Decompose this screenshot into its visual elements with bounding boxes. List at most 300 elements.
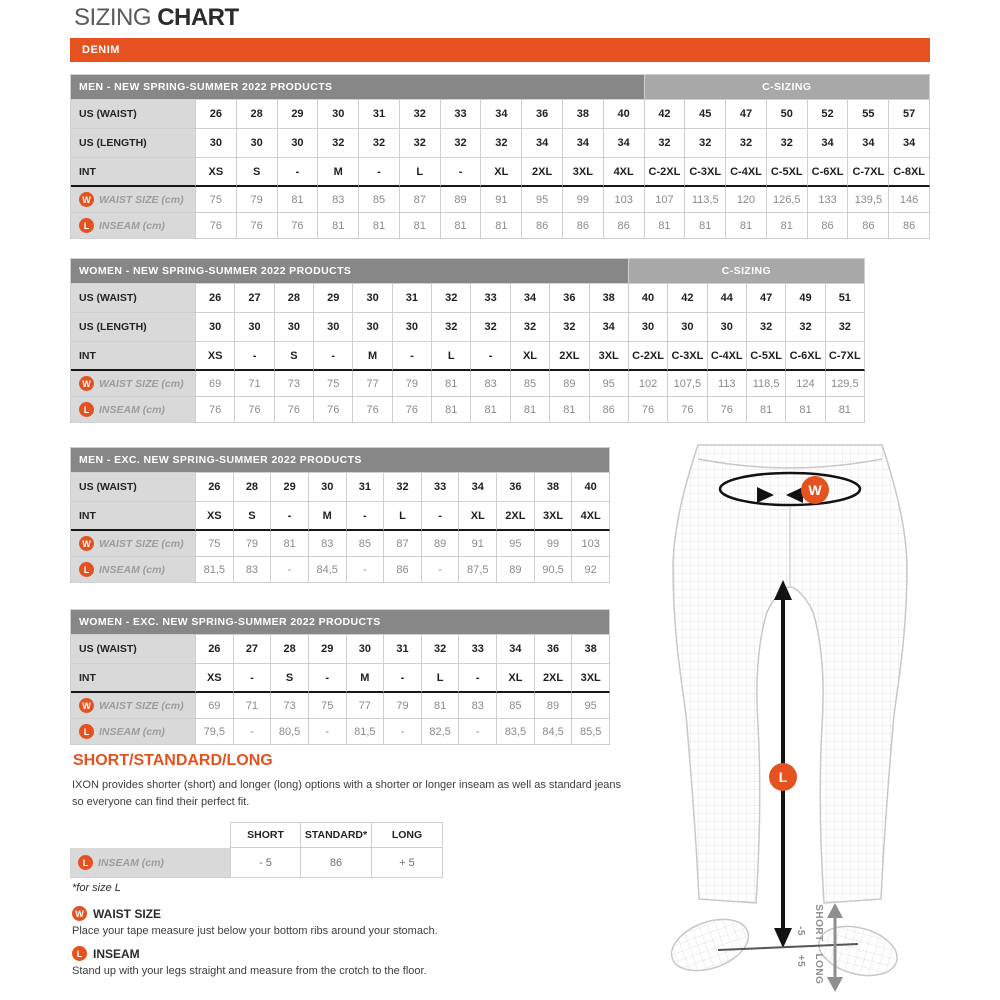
ssl-row-label bbox=[70, 848, 230, 878]
table-cell: 81 bbox=[786, 397, 825, 423]
table-cell: 124 bbox=[786, 371, 825, 397]
table-cell: XS bbox=[196, 342, 235, 371]
table-cell: 83 bbox=[318, 187, 359, 213]
right-foot bbox=[813, 918, 902, 983]
inseam-badge-icon: L bbox=[79, 218, 94, 233]
table-cell: 38 bbox=[563, 100, 604, 129]
table-cell: 86 bbox=[563, 213, 604, 239]
table-cell: 28 bbox=[234, 473, 272, 502]
w-badge-letter: W bbox=[808, 482, 822, 498]
table-cell: 40 bbox=[629, 284, 668, 313]
table-cell: 79 bbox=[234, 531, 272, 557]
row-label-text: INT bbox=[79, 509, 96, 522]
table-cell: - bbox=[347, 557, 385, 583]
inseam-guide bbox=[72, 946, 427, 977]
inseam-badge-icon: L bbox=[78, 855, 93, 870]
table-cell: 86 bbox=[848, 213, 889, 239]
table-cell: 34 bbox=[497, 635, 535, 664]
table-cell: C-3XL bbox=[685, 158, 726, 187]
table-cell: 28 bbox=[237, 100, 278, 129]
table-cell: 95 bbox=[522, 187, 563, 213]
table-cell: 86 bbox=[384, 557, 422, 583]
row-label-text: INT bbox=[79, 349, 96, 362]
table-cell: 76 bbox=[629, 397, 668, 423]
table-cell: 86 bbox=[604, 213, 645, 239]
table-cell: 34 bbox=[481, 100, 522, 129]
row-label-text: US (WAIST) bbox=[79, 108, 137, 120]
table-cell: 30 bbox=[708, 313, 747, 342]
table-cell: 103 bbox=[604, 187, 645, 213]
table-cell: 49 bbox=[786, 284, 825, 313]
table-cell: 139,5 bbox=[848, 187, 889, 213]
page-title-bold: CHART bbox=[157, 4, 239, 31]
table-cell: 86 bbox=[808, 213, 849, 239]
table-cell: 30 bbox=[318, 100, 359, 129]
table-cell: - bbox=[235, 342, 274, 371]
table-cell: 83 bbox=[309, 531, 347, 557]
table-cell: 29 bbox=[309, 635, 347, 664]
table-cell: 81 bbox=[359, 213, 400, 239]
ssl-col-standard: STANDARD* bbox=[301, 822, 372, 848]
table-cell: 31 bbox=[359, 100, 400, 129]
long-offset-label: +5 bbox=[795, 954, 806, 968]
table-cell: 76 bbox=[275, 397, 314, 423]
table-cell: 81 bbox=[400, 213, 441, 239]
table-cell: 27 bbox=[234, 635, 272, 664]
row-label bbox=[71, 313, 196, 342]
table-cell: 34 bbox=[848, 129, 889, 158]
table-cell: - bbox=[471, 342, 510, 371]
row-label-text: US (WAIST) bbox=[79, 292, 137, 304]
table-cell: 29 bbox=[314, 284, 353, 313]
c-sizing-title: C-SIZING bbox=[629, 259, 865, 284]
table-cell: 40 bbox=[604, 100, 645, 129]
table-cell: 28 bbox=[275, 284, 314, 313]
short-label: SHORT bbox=[813, 904, 824, 942]
table-cell: 38 bbox=[572, 635, 610, 664]
table-cell: 32 bbox=[318, 129, 359, 158]
table-cell: - bbox=[384, 719, 422, 745]
table-cell: 85 bbox=[347, 531, 385, 557]
table-cell: 30 bbox=[393, 313, 432, 342]
table-cell: 69 bbox=[196, 371, 235, 397]
table-cell: L bbox=[400, 158, 441, 187]
table-cell: 79 bbox=[393, 371, 432, 397]
l-badge-letter: L bbox=[778, 769, 788, 785]
table-cell: 36 bbox=[522, 100, 563, 129]
inseam-badge-icon: L bbox=[79, 562, 94, 577]
table-cell: 31 bbox=[393, 284, 432, 313]
table-cell: 83,5 bbox=[497, 719, 535, 745]
table-cell: 32 bbox=[511, 313, 550, 342]
table-cell: 86 bbox=[590, 397, 629, 423]
row-label-text: INSEAM (cm) bbox=[99, 403, 165, 416]
table-cell: 99 bbox=[563, 187, 604, 213]
table-cell: 38 bbox=[535, 473, 573, 502]
table-cell: 27 bbox=[235, 284, 274, 313]
table-cell: XS bbox=[196, 158, 237, 187]
inseam-badge-icon: L bbox=[79, 724, 94, 739]
table-cell: 3XL bbox=[590, 342, 629, 371]
table-cell: 129,5 bbox=[826, 371, 865, 397]
table-cell: 107,5 bbox=[668, 371, 707, 397]
waist-badge-icon: W bbox=[79, 698, 94, 713]
table-cell: 2XL bbox=[550, 342, 589, 371]
table-cell: 81 bbox=[767, 213, 808, 239]
row-label-text: US (LENGTH) bbox=[79, 137, 147, 149]
short-arrow-up-icon bbox=[827, 903, 843, 918]
table-cell: 30 bbox=[353, 313, 392, 342]
table-cell: 26 bbox=[196, 284, 235, 313]
table-cell: 36 bbox=[535, 635, 573, 664]
row-label-text: INSEAM (cm) bbox=[99, 725, 165, 738]
table-cell: C-2XL bbox=[629, 342, 668, 371]
short-standard-long-description: IXON provides shorter (short) and longer (long) options with a shorter or longer inseam as well as standard jeans so everyone can find their perfect fit. bbox=[72, 779, 622, 809]
table-cell: 126,5 bbox=[767, 187, 808, 213]
row-label-text: WAIST SIZE (cm) bbox=[99, 377, 184, 390]
table-cell: 79 bbox=[237, 187, 278, 213]
waist-badge-icon: W bbox=[79, 192, 94, 207]
table-cell: M bbox=[318, 158, 359, 187]
table-cell: - bbox=[359, 158, 400, 187]
row-label-text: INSEAM (cm) bbox=[99, 219, 165, 232]
table-cell: 32 bbox=[685, 129, 726, 158]
row-label-text: INSEAM (cm) bbox=[99, 563, 165, 576]
table-cell: - bbox=[278, 158, 319, 187]
table-cell: 103 bbox=[572, 531, 610, 557]
waist-badge-icon: W bbox=[79, 376, 94, 391]
waist-size-guide-text: Place your tape measure just below your bottom ribs around your stomach. bbox=[72, 925, 438, 937]
table-cell: 50 bbox=[767, 100, 808, 129]
table-cell: 32 bbox=[400, 129, 441, 158]
table-cell: 57 bbox=[889, 100, 930, 129]
table-cell: - bbox=[234, 664, 272, 693]
row-label bbox=[71, 693, 196, 719]
table-cell: - bbox=[234, 719, 272, 745]
table-cell: XL bbox=[481, 158, 522, 187]
table-cell: L bbox=[384, 502, 422, 531]
row-label bbox=[71, 158, 196, 187]
table-cell: 33 bbox=[459, 635, 497, 664]
table-cell: 84,5 bbox=[535, 719, 573, 745]
inseam-guide-title bbox=[72, 946, 427, 961]
table-cell: 30 bbox=[275, 313, 314, 342]
table-cell: 83 bbox=[471, 371, 510, 397]
table-cell: XL bbox=[511, 342, 550, 371]
row-label bbox=[71, 284, 196, 313]
table-cell: C-4XL bbox=[726, 158, 767, 187]
waist-badge-icon: W bbox=[79, 536, 94, 551]
table-cell: 3XL bbox=[535, 502, 573, 531]
table-cell: 80,5 bbox=[271, 719, 309, 745]
table-cell: 81 bbox=[441, 213, 482, 239]
table-cell: 32 bbox=[726, 129, 767, 158]
table-cell: 77 bbox=[347, 693, 385, 719]
short-offset-label: -5 bbox=[795, 926, 806, 936]
table-cell: 76 bbox=[353, 397, 392, 423]
table-cell: 42 bbox=[668, 284, 707, 313]
table-title: MEN - NEW SPRING-SUMMER 2022 PRODUCTS bbox=[71, 75, 645, 100]
table-cell: 31 bbox=[384, 635, 422, 664]
table-cell: 51 bbox=[826, 284, 865, 313]
table-cell: 82,5 bbox=[422, 719, 460, 745]
table-cell: 102 bbox=[629, 371, 668, 397]
row-label bbox=[71, 187, 196, 213]
table-cell: 95 bbox=[590, 371, 629, 397]
row-label bbox=[71, 557, 196, 583]
table-cell: - bbox=[271, 502, 309, 531]
table-cell: 36 bbox=[550, 284, 589, 313]
table-cell: 36 bbox=[497, 473, 535, 502]
table-cell: C-8XL bbox=[889, 158, 930, 187]
table-cell: 29 bbox=[271, 473, 309, 502]
table-cell: 76 bbox=[196, 213, 237, 239]
table-cell: 91 bbox=[459, 531, 497, 557]
table-cell: 89 bbox=[497, 557, 535, 583]
row-label-text: INT bbox=[79, 165, 96, 178]
row-label bbox=[71, 719, 196, 745]
table-cell: 30 bbox=[668, 313, 707, 342]
ssl-footnote: *for size L bbox=[72, 882, 121, 894]
table-cell: 76 bbox=[278, 213, 319, 239]
table-cell: 32 bbox=[400, 100, 441, 129]
table-cell: 133 bbox=[808, 187, 849, 213]
row-label bbox=[71, 397, 196, 423]
table-cell: 89 bbox=[550, 371, 589, 397]
table-cell: 87 bbox=[400, 187, 441, 213]
table-cell: 113 bbox=[708, 371, 747, 397]
waist-size-guide bbox=[72, 906, 438, 937]
table-cell: - bbox=[309, 664, 347, 693]
table-cell: 32 bbox=[441, 129, 482, 158]
table-cell: 76 bbox=[393, 397, 432, 423]
table-cell: - bbox=[314, 342, 353, 371]
table-cell: M bbox=[347, 664, 385, 693]
waist-size-guide-title-text: WAIST SIZE bbox=[93, 906, 162, 921]
table-cell: 29 bbox=[278, 100, 319, 129]
table-cell: 113,5 bbox=[685, 187, 726, 213]
table-cell: 30 bbox=[629, 313, 668, 342]
table-cell: 76 bbox=[314, 397, 353, 423]
table-cell: C-6XL bbox=[808, 158, 849, 187]
waist-size-guide-title bbox=[72, 906, 438, 921]
table-cell: - bbox=[347, 502, 385, 531]
table-cell: 2XL bbox=[522, 158, 563, 187]
table-cell: 34 bbox=[522, 129, 563, 158]
table-cell: 2XL bbox=[497, 502, 535, 531]
table-cell: 30 bbox=[309, 473, 347, 502]
table-cell: 32 bbox=[826, 313, 865, 342]
left-foot bbox=[665, 910, 756, 981]
table-cell: 38 bbox=[590, 284, 629, 313]
table-cell: 81 bbox=[271, 531, 309, 557]
table-cell: 40 bbox=[572, 473, 610, 502]
table-cell: 85 bbox=[511, 371, 550, 397]
table-cell: 92 bbox=[572, 557, 610, 583]
table-cell: C-2XL bbox=[645, 158, 686, 187]
table-cell: 33 bbox=[422, 473, 460, 502]
table-cell: 81 bbox=[826, 397, 865, 423]
table-cell: 85,5 bbox=[572, 719, 610, 745]
inseam-guide-text: Stand up with your legs straight and measure from the crotch to the floor. bbox=[72, 965, 427, 977]
table-cell: 32 bbox=[471, 313, 510, 342]
short-standard-long-table bbox=[70, 822, 443, 878]
table-cell: M bbox=[309, 502, 347, 531]
table-cell: L bbox=[432, 342, 471, 371]
table-cell: - bbox=[271, 557, 309, 583]
table-cell: 26 bbox=[196, 473, 234, 502]
waist-badge-icon: W bbox=[72, 906, 87, 921]
sizing-table-women-new bbox=[70, 258, 865, 423]
table-cell: C-7XL bbox=[826, 342, 865, 371]
page-title-light: SIZING bbox=[74, 4, 152, 31]
table-cell: 33 bbox=[441, 100, 482, 129]
table-cell: 95 bbox=[572, 693, 610, 719]
table-cell: 76 bbox=[668, 397, 707, 423]
table-cell: 30 bbox=[314, 313, 353, 342]
ssl-value-standard: 86 bbox=[301, 848, 372, 878]
table-cell: 44 bbox=[708, 284, 747, 313]
table-cell: 26 bbox=[196, 100, 237, 129]
table-cell: 34 bbox=[808, 129, 849, 158]
table-cell: 81,5 bbox=[196, 557, 234, 583]
table-cell: C-3XL bbox=[668, 342, 707, 371]
table-cell: 76 bbox=[196, 397, 235, 423]
table-cell: 81 bbox=[432, 371, 471, 397]
table-cell: 83 bbox=[234, 557, 272, 583]
table-cell: 81 bbox=[726, 213, 767, 239]
row-label-text: INT bbox=[79, 671, 96, 684]
table-title: WOMEN - EXC. NEW SPRING-SUMMER 2022 PRODUCTS bbox=[71, 610, 610, 635]
inseam-badge-icon: L bbox=[79, 402, 94, 417]
denim-section-banner: DENIM bbox=[70, 38, 930, 62]
table-cell: XS bbox=[196, 664, 234, 693]
row-label bbox=[71, 664, 196, 693]
table-cell: 47 bbox=[747, 284, 786, 313]
table-cell: 75 bbox=[196, 531, 234, 557]
table-cell: 2XL bbox=[535, 664, 573, 693]
table-cell: 34 bbox=[604, 129, 645, 158]
row-label bbox=[71, 531, 196, 557]
table-cell: C-4XL bbox=[708, 342, 747, 371]
sizing-table-women-exc bbox=[70, 609, 610, 745]
table-cell: 45 bbox=[685, 100, 726, 129]
ssl-row-label-text: INSEAM (cm) bbox=[98, 856, 164, 869]
page-title bbox=[74, 4, 239, 32]
table-cell: 30 bbox=[278, 129, 319, 158]
table-cell: 81 bbox=[422, 693, 460, 719]
table-cell: 32 bbox=[786, 313, 825, 342]
table-cell: 81,5 bbox=[347, 719, 385, 745]
table-cell: 4XL bbox=[572, 502, 610, 531]
table-cell: 75 bbox=[196, 187, 237, 213]
table-cell: 31 bbox=[347, 473, 385, 502]
table-cell: 86 bbox=[522, 213, 563, 239]
table-cell: 89 bbox=[441, 187, 482, 213]
table-cell: 30 bbox=[196, 313, 235, 342]
table-cell: 89 bbox=[422, 531, 460, 557]
table-cell: 95 bbox=[497, 531, 535, 557]
sizing-table-men-new bbox=[70, 74, 930, 239]
table-cell: 91 bbox=[481, 187, 522, 213]
row-label bbox=[71, 371, 196, 397]
table-cell: 32 bbox=[432, 313, 471, 342]
table-cell: 75 bbox=[314, 371, 353, 397]
inseam-badge-icon: L bbox=[72, 946, 87, 961]
ssl-spacer bbox=[70, 822, 230, 848]
table-cell: 33 bbox=[471, 284, 510, 313]
table-cell: C-5XL bbox=[767, 158, 808, 187]
table-cell: S bbox=[237, 158, 278, 187]
table-cell: S bbox=[275, 342, 314, 371]
long-arrow-down-icon bbox=[827, 977, 843, 992]
inseam-arrow-down-icon bbox=[774, 928, 792, 948]
c-sizing-title: C-SIZING bbox=[645, 75, 930, 100]
table-cell: 81 bbox=[550, 397, 589, 423]
table-cell: 77 bbox=[353, 371, 392, 397]
table-cell: 84,5 bbox=[309, 557, 347, 583]
table-cell: 87 bbox=[384, 531, 422, 557]
table-cell: 79,5 bbox=[196, 719, 234, 745]
table-cell: 118,5 bbox=[747, 371, 786, 397]
table-cell: 71 bbox=[235, 371, 274, 397]
row-label bbox=[71, 635, 196, 664]
table-cell: 87,5 bbox=[459, 557, 497, 583]
table-cell: 34 bbox=[459, 473, 497, 502]
table-cell: 42 bbox=[645, 100, 686, 129]
table-cell: 81 bbox=[278, 187, 319, 213]
pants-measurement-figure bbox=[650, 437, 980, 997]
table-cell: 30 bbox=[353, 284, 392, 313]
table-cell: 32 bbox=[422, 635, 460, 664]
table-cell: 81 bbox=[481, 213, 522, 239]
table-cell: 3XL bbox=[563, 158, 604, 187]
row-label-text: US (LENGTH) bbox=[79, 321, 147, 333]
table-cell: 75 bbox=[309, 693, 347, 719]
table-cell: 32 bbox=[384, 473, 422, 502]
long-label: LONG bbox=[813, 953, 824, 985]
table-title: MEN - EXC. NEW SPRING-SUMMER 2022 PRODUCTS bbox=[71, 448, 610, 473]
table-cell: C-6XL bbox=[786, 342, 825, 371]
table-cell: 69 bbox=[196, 693, 234, 719]
table-cell: 32 bbox=[550, 313, 589, 342]
table-cell: 28 bbox=[271, 635, 309, 664]
row-label-text: WAIST SIZE (cm) bbox=[99, 193, 184, 206]
row-label-text: US (WAIST) bbox=[79, 481, 137, 493]
table-cell: 71 bbox=[234, 693, 272, 719]
ssl-col-long: LONG bbox=[372, 822, 443, 848]
table-cell: 30 bbox=[347, 635, 385, 664]
table-cell: 89 bbox=[535, 693, 573, 719]
table-cell: 81 bbox=[645, 213, 686, 239]
table-cell: 83 bbox=[459, 693, 497, 719]
table-cell: XL bbox=[459, 502, 497, 531]
table-cell: 4XL bbox=[604, 158, 645, 187]
table-cell: 32 bbox=[767, 129, 808, 158]
table-cell: XL bbox=[497, 664, 535, 693]
table-cell: - bbox=[459, 719, 497, 745]
table-cell: - bbox=[459, 664, 497, 693]
table-cell: 76 bbox=[235, 397, 274, 423]
table-cell: M bbox=[353, 342, 392, 371]
table-cell: - bbox=[309, 719, 347, 745]
row-label bbox=[71, 473, 196, 502]
short-standard-long-heading: SHORT/STANDARD/LONG bbox=[73, 752, 273, 769]
table-cell: - bbox=[422, 502, 460, 531]
table-cell: XS bbox=[196, 502, 234, 531]
table-cell: 30 bbox=[196, 129, 237, 158]
table-cell: 47 bbox=[726, 100, 767, 129]
